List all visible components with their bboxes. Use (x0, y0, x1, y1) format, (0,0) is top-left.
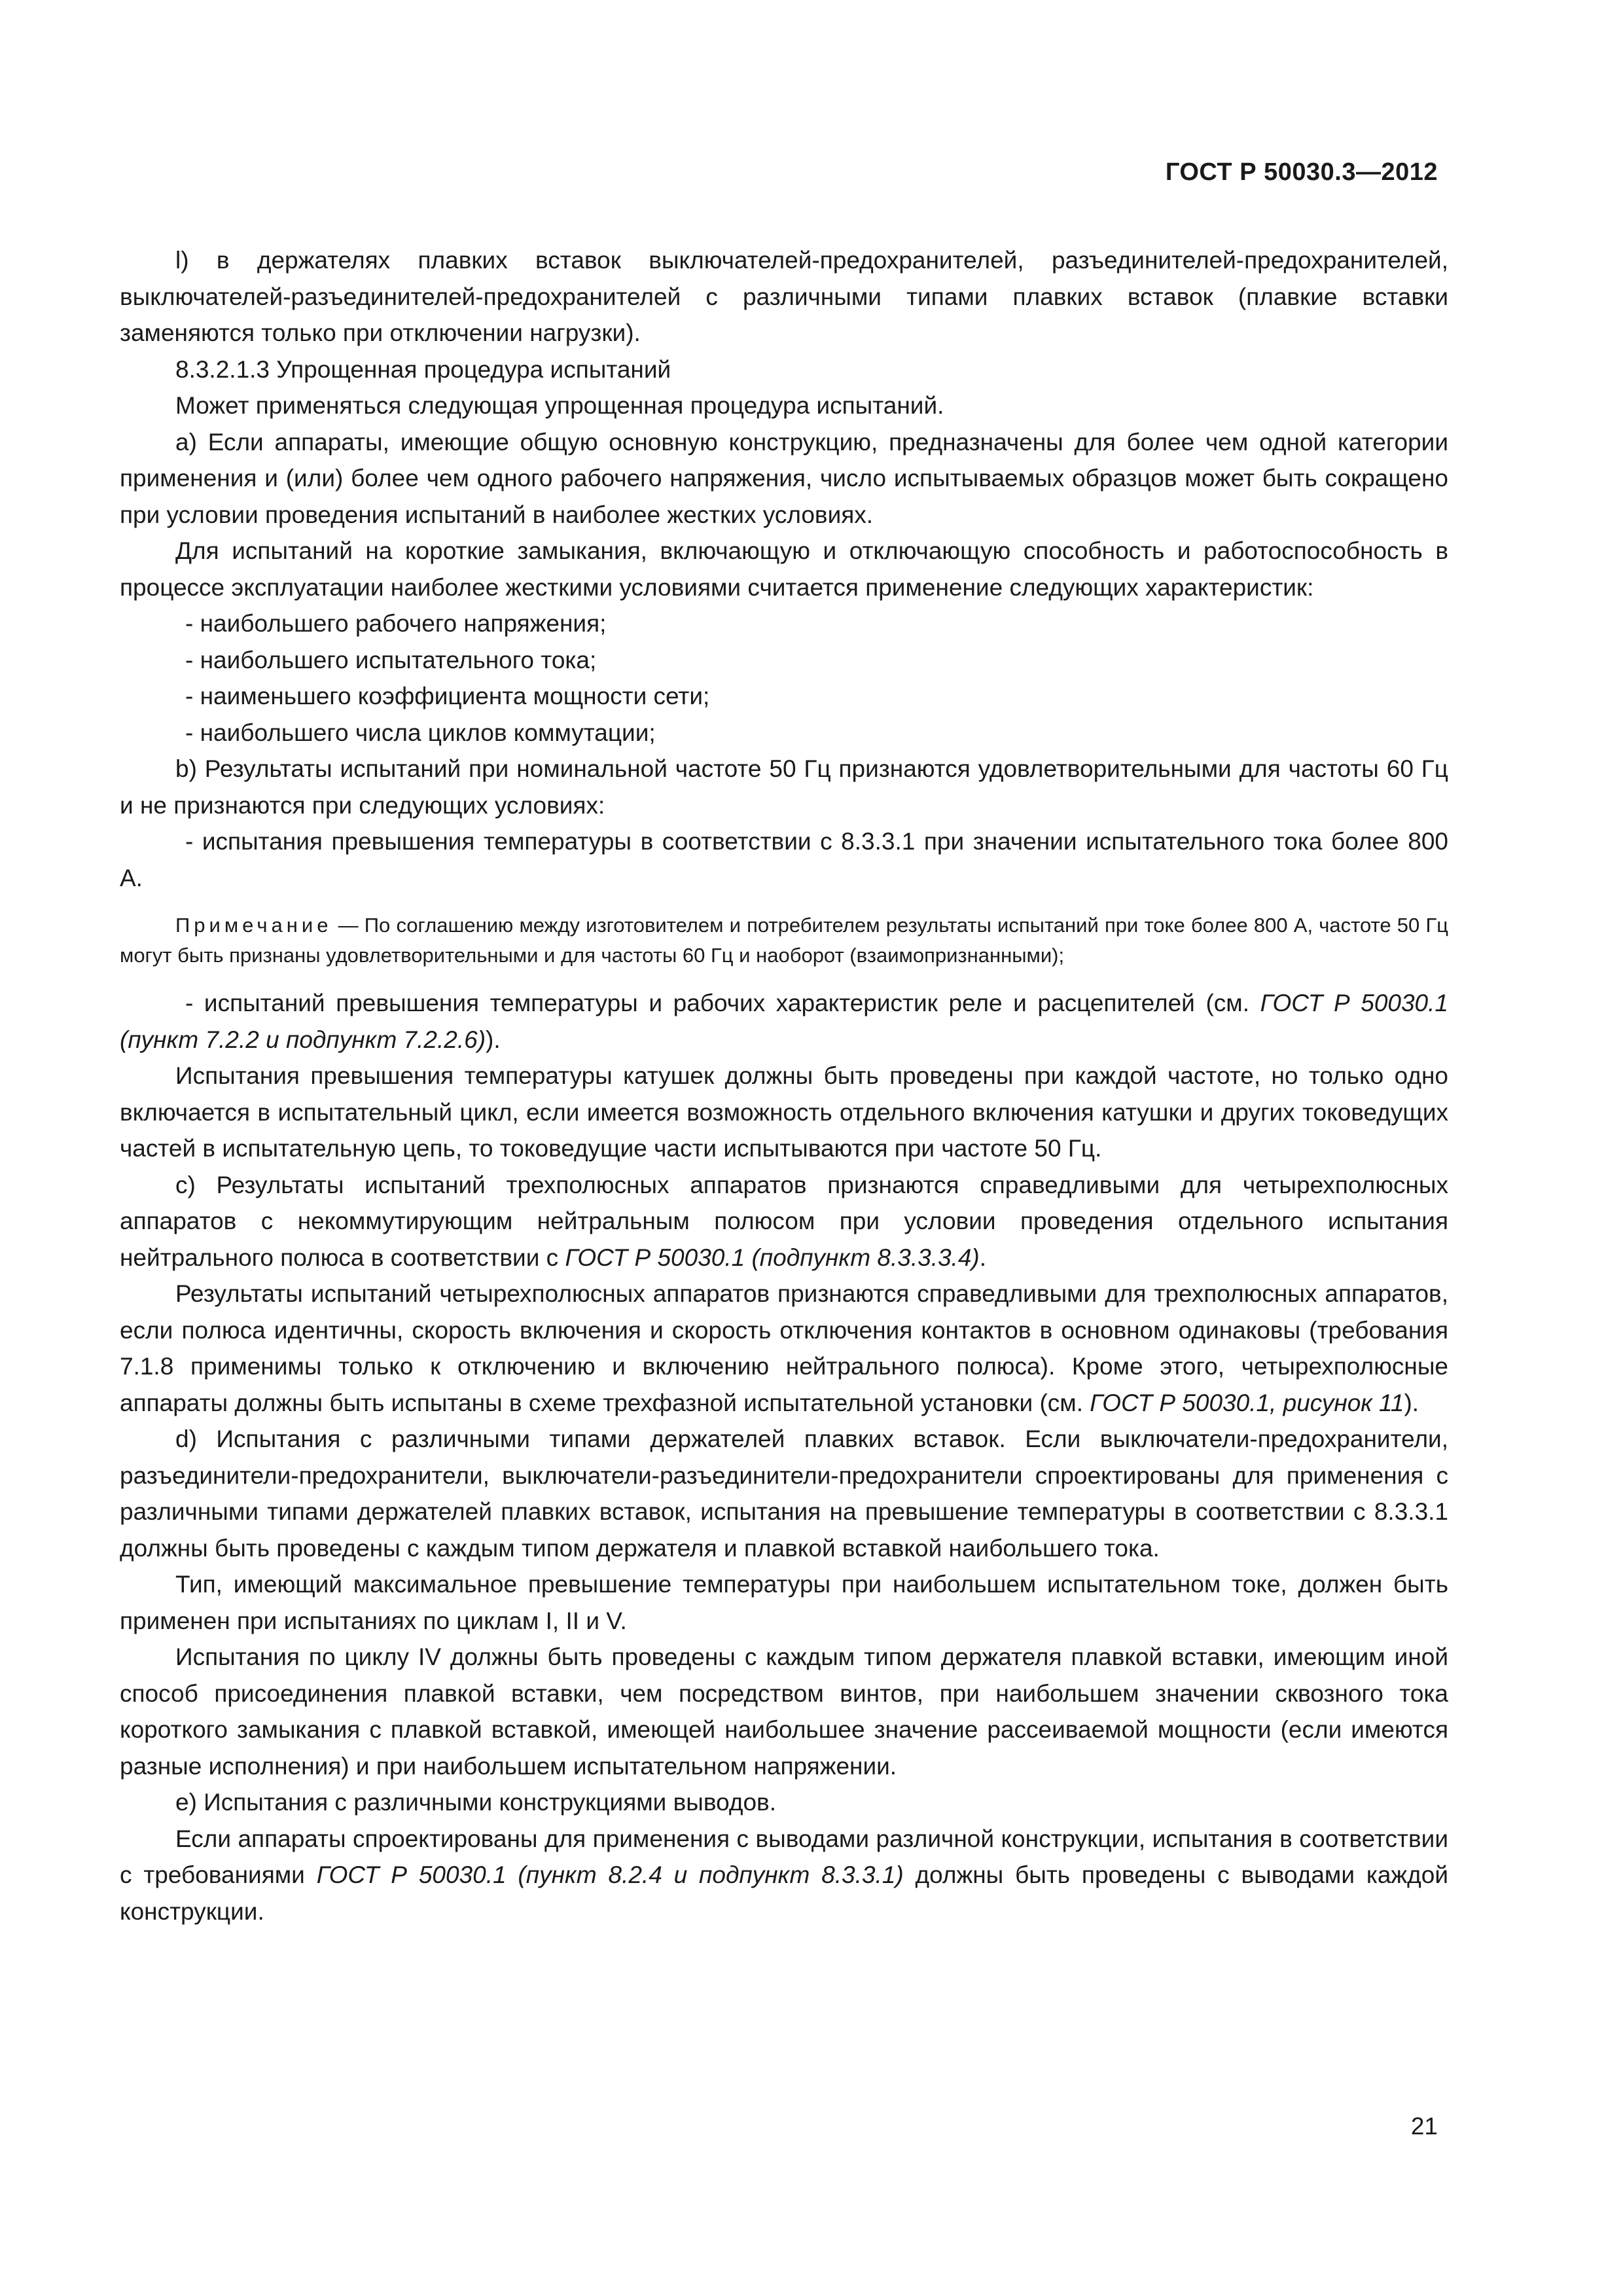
paragraph-text: должны быть проведены с выводами каждой конструкции. (120, 1861, 1449, 1925)
list-item: - наибольшего числа циклов коммутации; (185, 719, 656, 746)
document-body (120, 242, 1448, 1929)
paragraph-text: ). (1404, 1389, 1419, 1416)
paragraph-cycle-iv: Испытания по циклу IV должны быть проведены с каждым типом держателя плавкой вставки, имеющим иной способ присоединения плавкой вставки, чем посредством винтов, при наибольшем значении сквозного тока короткого замыкания с плавкой вставкой, имеющей наибольшее значение рассеиваемой мощности (если имеются разные исполнения) и при наибольшем испытательном напряжении. (120, 1643, 1448, 1780)
list-item: - наибольшего испытательного тока; (185, 646, 597, 673)
standard-reference: ГОСТ Р 50030.1 (пункт 7.2.2 и подпункт 7.2.2.6) (120, 990, 1448, 1053)
paragraph-item-e: e) Испытания с различными конструкциями выводов. (175, 1789, 776, 1816)
note-text: — По соглашению между изготовителем и потребителем результаты испытаний при токе более 800 А, частоте 50 Гц могут быть признаны удовлетворительными и для частоты 60 Гц и наоборот (взаимопризнанными); (120, 914, 1448, 967)
document-code-header: ГОСТ Р 50030.3—2012 (1165, 158, 1438, 186)
paragraph-item-l: l) в держателях плавких вставок выключателей-предохранителей, разъединителей-предохранителей, выключателей-разъединителей-предохранителей с различными типами плавких вставок (плавкие вставки заменяются только при отключении нагрузки). (120, 247, 1448, 346)
note-label: Примечание (175, 914, 332, 937)
list-item: - наибольшего рабочего напряжения; (185, 610, 607, 637)
paragraph-short-circuit: Для испытаний на короткие замыкания, включающую и отключающую способность и работоспособность в процессе эксплуатации наиболее жесткими условиями считается применение следующих характеристик: (120, 537, 1448, 601)
page-number: 21 (1410, 2113, 1438, 2140)
paragraph-text: c) Результаты испытаний трехполюсных аппаратов признаются справедливыми для четырехполюсных аппаратов с некоммутирующим нейтральным полюсом при условии проведения отдельного испытания нейтрального полюса в соответствии с (120, 1171, 1448, 1271)
list-item-text: - испытаний превышения температуры и рабочих характеристик реле и расцепителей (см. (185, 990, 1260, 1016)
section-heading: 8.3.2.1.3 Упрощенная процедура испытаний (175, 355, 671, 383)
list-item (120, 985, 1448, 1058)
note-paragraph (120, 910, 1448, 971)
list-item: - наименьшего коэффициента мощности сети; (185, 683, 710, 709)
paragraph-item-c (120, 1167, 1448, 1276)
paragraph-item-a: a) Если аппараты, имеющие общую основную конструкцию, предназначены для более чем одной категории применения и (или) более чем одного рабочего напряжения, число испытываемых образцов может быть сокращено при условии проведения испытаний в наиболее жестких условиях. (120, 428, 1448, 528)
paragraph-text: Результаты испытаний четырехполюсных аппаратов признаются справедливыми для трехполюсных аппаратов, если полюса идентичны, скорость включения и скорость отключения контактов в основном одинаковы (требования 7.1.8 применимы только к отключению и включению нейтрального полюса). Кроме этого, четырехполюсные аппараты должны быть испытаны в схеме трехфазной испытательной установки (см. (120, 1280, 1448, 1416)
paragraph-item-d: d) Испытания с различными типами держателей плавких вставок. Если выключатели-предохранители, разъединители-предохранители, выключатели-разъединители-предохранители спроектированы для применения с различными типами держателей плавких вставок, испытания на превышение температуры в соответствии с 8.3.3.1 должны быть проведены с каждым типом держателя и плавкой вставкой наибольшего тока. (120, 1426, 1448, 1562)
paragraph-text: Если аппараты спроектированы для применения с выводами различной конструкции, испытания в соответствии с требованиями (120, 1825, 1448, 1888)
paragraph-terminals (120, 1821, 1448, 1930)
paragraph-coils: Испытания превышения температуры катушек должны быть проведены при каждой частоте, но только одно включается в испытательный цикл, если имеется возможность отдельного включения катушки и других токоведущих частей в испытательную цепь, то токоведущие части испытываются при частоте 50 Гц. (120, 1062, 1448, 1162)
standard-reference: ГОСТ Р 50030.1 (пункт 8.2.4 и подпункт 8.3.3.1) (316, 1861, 904, 1888)
paragraph-text: . (979, 1244, 987, 1271)
standard-reference: ГОСТ Р 50030.1 (подпункт 8.3.3.3.4) (565, 1244, 980, 1271)
paragraph-intro: Может применяться следующая упрощенная процедура испытаний. (175, 392, 944, 419)
list-item: - испытания превышения температуры в соответствии с 8.3.3.1 при значении испытательного тока более 800 А. (120, 828, 1448, 891)
paragraph-item-b: b) Результаты испытаний при номинальной частоте 50 Гц признаются удовлетворительными для частоты 60 Гц и не признаются при следующих условиях: (120, 755, 1448, 819)
list-item-text: ). (486, 1026, 501, 1053)
paragraph-type: Тип, имеющий максимальное превышение температуры при наибольшем испытательном токе, должен быть применен при испытаниях по циклам I, II и V. (120, 1571, 1448, 1634)
paragraph-four-pole (120, 1276, 1448, 1421)
standard-reference: ГОСТ Р 50030.1, рисунок 11 (1090, 1389, 1404, 1416)
